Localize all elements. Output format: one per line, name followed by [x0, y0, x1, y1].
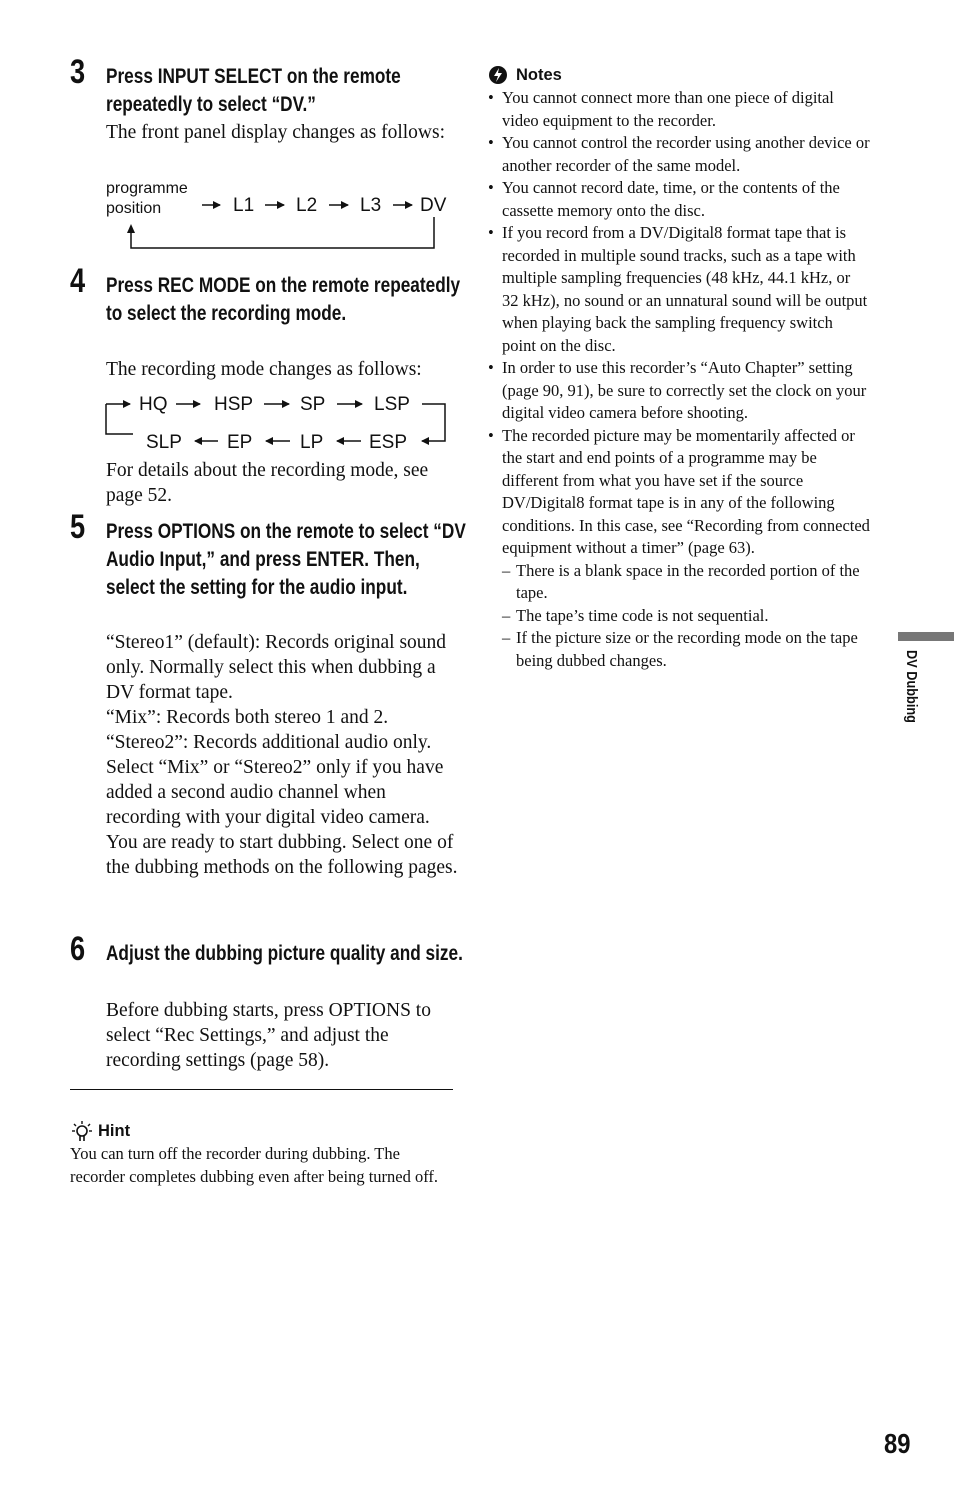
- mode-slp: SLP: [146, 432, 182, 453]
- mode-ep: EP: [227, 432, 253, 453]
- input-item-l1: L1: [233, 195, 255, 216]
- note-item: • You cannot connect more than one piece of digital video equipment to the recorder.: [486, 87, 870, 132]
- step-5-heading: Press OPTIONS on the remote to select “DV Audio Input,” and press ENTER. Then, select the setting for the audio input.: [106, 520, 466, 599]
- notes-list: [486, 87, 870, 672]
- page-number: 89: [884, 1428, 911, 1459]
- step-6-heading: Adjust the dubbing picture quality and size.: [106, 942, 463, 965]
- step-3-number: 3: [70, 53, 86, 91]
- step-5-stereo2: “Stereo2”: Records additional audio only.: [106, 732, 432, 753]
- arrow-right-icon: [337, 400, 363, 408]
- note-subitem: – There is a blank space in the recorded portion of the tape.: [486, 560, 870, 605]
- recording-mode-diagram: [100, 388, 460, 458]
- step-6-text: Before dubbing starts, press OPTIONS to select “Rec Settings,” and adjust the recording settings (page 58).: [106, 1000, 431, 1071]
- input-item-dv: DV: [420, 195, 447, 216]
- step-4-number: 4: [70, 262, 86, 300]
- arrow-left-icon: [336, 437, 361, 445]
- step-5-ready: You are ready to start dubbing. Select one of the dubbing methods on the following pages.: [106, 832, 458, 878]
- input-select-diagram: [100, 176, 460, 256]
- mode-hsp: HSP: [214, 394, 254, 415]
- arrow-left-icon: [265, 437, 290, 445]
- section-tab-marker: [898, 632, 954, 641]
- arrow-right-icon: [329, 201, 349, 209]
- step-4-text: The recording mode changes as follows:: [106, 359, 422, 380]
- section-side-label: DV Dubbing: [903, 650, 920, 723]
- mode-lsp: LSP: [374, 394, 410, 415]
- step-5-select-note: Select “Mix” or “Stereo2” only if you have added a second audio channel when recording with your digital video camera.: [106, 757, 444, 828]
- input-item-l3: L3: [360, 195, 382, 216]
- step-4-body-after: [106, 458, 458, 508]
- warning-icon: [488, 65, 508, 85]
- hint-title: Hint: [98, 1122, 131, 1140]
- mode-lp: LP: [300, 432, 324, 453]
- mode-sp: SP: [300, 394, 326, 415]
- step-4-details: For details about the recording mode, see page 52.: [106, 460, 429, 506]
- note-subitem: – If the picture size or the recording mode on the tape being dubbed changes.: [486, 627, 870, 672]
- diagram-start-line1: programme: [106, 180, 188, 197]
- step-5-number: 5: [70, 508, 86, 546]
- note-item: • If you record from a DV/Digital8 format tape that is recorded in multiple sound tracks, such as a tape with multiple sampling frequencies (48 kHz, 44.1 kHz, or 32 kHz), no sound or an unnatural sound will be output when playing back the sampling frequency switch point on the disc.: [486, 222, 870, 357]
- arrow-right-icon: [264, 400, 290, 408]
- notes-title: Notes: [516, 66, 562, 84]
- arrow-right-icon: [176, 400, 201, 408]
- mode-hq: HQ: [139, 394, 168, 415]
- note-item: • The recorded picture may be momentarily affected or the start and end points of a programme may be different from what you have set if the source DV/Digital8 format tape is in any of the following conditions. In this case, see “Recording from connected equipment without a timer” (page 63).: [486, 425, 870, 560]
- input-item-l2: L2: [296, 195, 318, 216]
- hint-text: You can turn off the recorder during dubbing. The recorder completes dubbing even after being turned off.: [70, 1144, 439, 1186]
- note-subitem: – The tape’s time code is not sequential.: [486, 605, 870, 628]
- step-5-mix: “Mix”: Records both stereo 1 and 2.: [106, 707, 389, 728]
- arrow-right-icon: [393, 201, 413, 209]
- diagram-start-line2: position: [106, 200, 162, 217]
- step-6-body: [106, 998, 458, 1073]
- note-item: • In order to use this recorder’s “Auto Chapter” setting (page 90, 91), be sure to correctly set the clock on your digital video camera before shooting.: [486, 357, 870, 425]
- section-divider: [70, 1089, 453, 1090]
- step-4-body: [106, 357, 458, 382]
- mode-esp: ESP: [369, 432, 408, 453]
- arrow-right-icon: [202, 201, 221, 209]
- note-item: • You cannot control the recorder using another device or another recorder of the same model.: [486, 132, 870, 177]
- arrow-left-icon: [194, 437, 218, 445]
- step-6-number: 6: [70, 930, 86, 968]
- step-4-heading: Press REC MODE on the remote repeatedly to select the recording mode.: [106, 274, 461, 325]
- step-3-text: The front panel display changes as follows:: [106, 122, 445, 143]
- step-5-stereo1: “Stereo1” (default): Records original sound only. Normally select this when dubbing a DV format tape.: [106, 632, 447, 703]
- step-5-body: [106, 630, 458, 880]
- lightbulb-icon: [72, 1121, 92, 1143]
- return-loop-arrow: [127, 217, 434, 248]
- arrow-right-icon: [265, 201, 285, 209]
- step-3-body: [106, 120, 458, 145]
- step-3-heading: Press INPUT SELECT on the remote repeatedly to select “DV.”: [106, 65, 401, 116]
- note-item: • You cannot record date, time, or the contents of the cassette memory onto the disc.: [486, 177, 870, 222]
